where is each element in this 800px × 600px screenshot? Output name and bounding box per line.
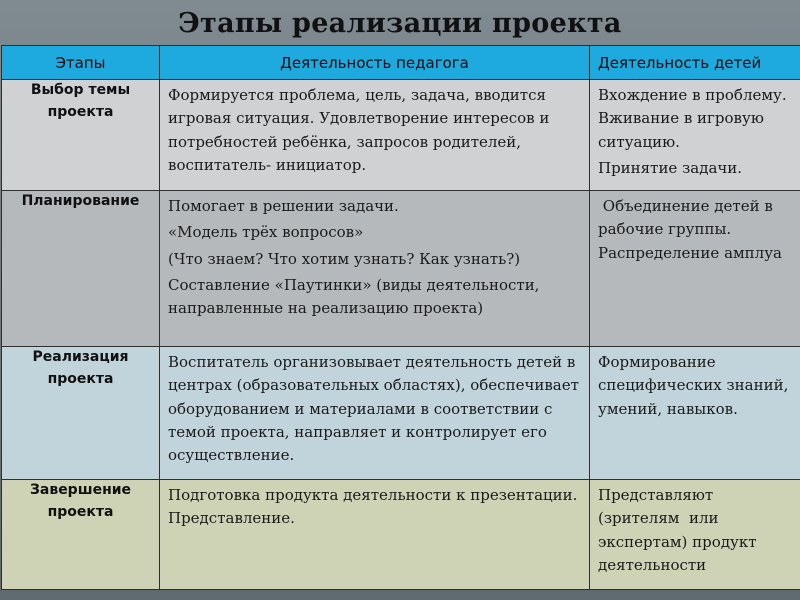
stage-cell: Планирование (2, 191, 160, 347)
teacher-activity-text: Воспитатель организовывает деятельность детей в центрах (образовательных областях), обеспечивает оборудованием и материалами в соответствии с темой проекта, направляет и контролирует его осуществление. (168, 353, 579, 464)
children-activity-text: Представляют (зрителям или экспертам) продукт деятельности (598, 486, 762, 574)
teacher-activity-text: Помогает в решении задачи. (168, 197, 399, 215)
teacher-activity-text: Составление «Паутинки» (виды деятельности, направленные на реализацию проекта) (168, 275, 540, 317)
children-activity-cell (590, 480, 800, 590)
stage-cell: Выбор темы проекта (2, 80, 160, 191)
header-children-activity: Деятельность детей (590, 46, 800, 80)
table-row (2, 80, 800, 191)
children-activity-text: Объединение детей в рабочие группы. Распределение амплуа (598, 197, 782, 262)
teacher-activity-cell (160, 80, 590, 191)
table-row (2, 347, 800, 480)
teacher-activity-text: Формируется проблема, цель, задача, вводится игровая ситуация. Удовлетворение интересов и потребностей ребёнка, запросов родителей, воспитатель- инициатор. (168, 86, 550, 174)
slide-title: Этапы реализации проекта (178, 7, 622, 39)
children-activity-text: Вхождение в проблему. Вживание в игровую ситуацию. (598, 86, 787, 151)
table-header-row (2, 46, 800, 80)
children-activity-cell (590, 347, 800, 480)
teacher-activity-text: «Модель трёх вопросов» (168, 223, 364, 242)
project-stages-table (1, 45, 800, 590)
stage-cell: Завершение проекта (2, 480, 160, 590)
teacher-activity-text: Подготовка продукта деятельности к презентации. Представление. (168, 486, 578, 528)
header-teacher-activity: Деятельность педагога (160, 46, 590, 80)
table-row (2, 480, 800, 590)
table-row (2, 191, 800, 347)
teacher-activity-cell (160, 347, 590, 480)
children-activity-cell (590, 80, 800, 191)
teacher-activity-cell (160, 191, 590, 347)
stage-cell: Реализация проекта (2, 347, 160, 480)
children-activity-text: Формирование специфических знаний, умений, навыков. (598, 353, 789, 418)
children-activity-text: Принятие задачи. (598, 158, 743, 177)
teacher-activity-text: (Что знаем? Что хотим узнать? Как узнать?) (168, 249, 521, 268)
header-stages: Этапы (2, 46, 160, 80)
children-activity-cell (590, 191, 800, 347)
teacher-activity-cell (160, 480, 590, 590)
